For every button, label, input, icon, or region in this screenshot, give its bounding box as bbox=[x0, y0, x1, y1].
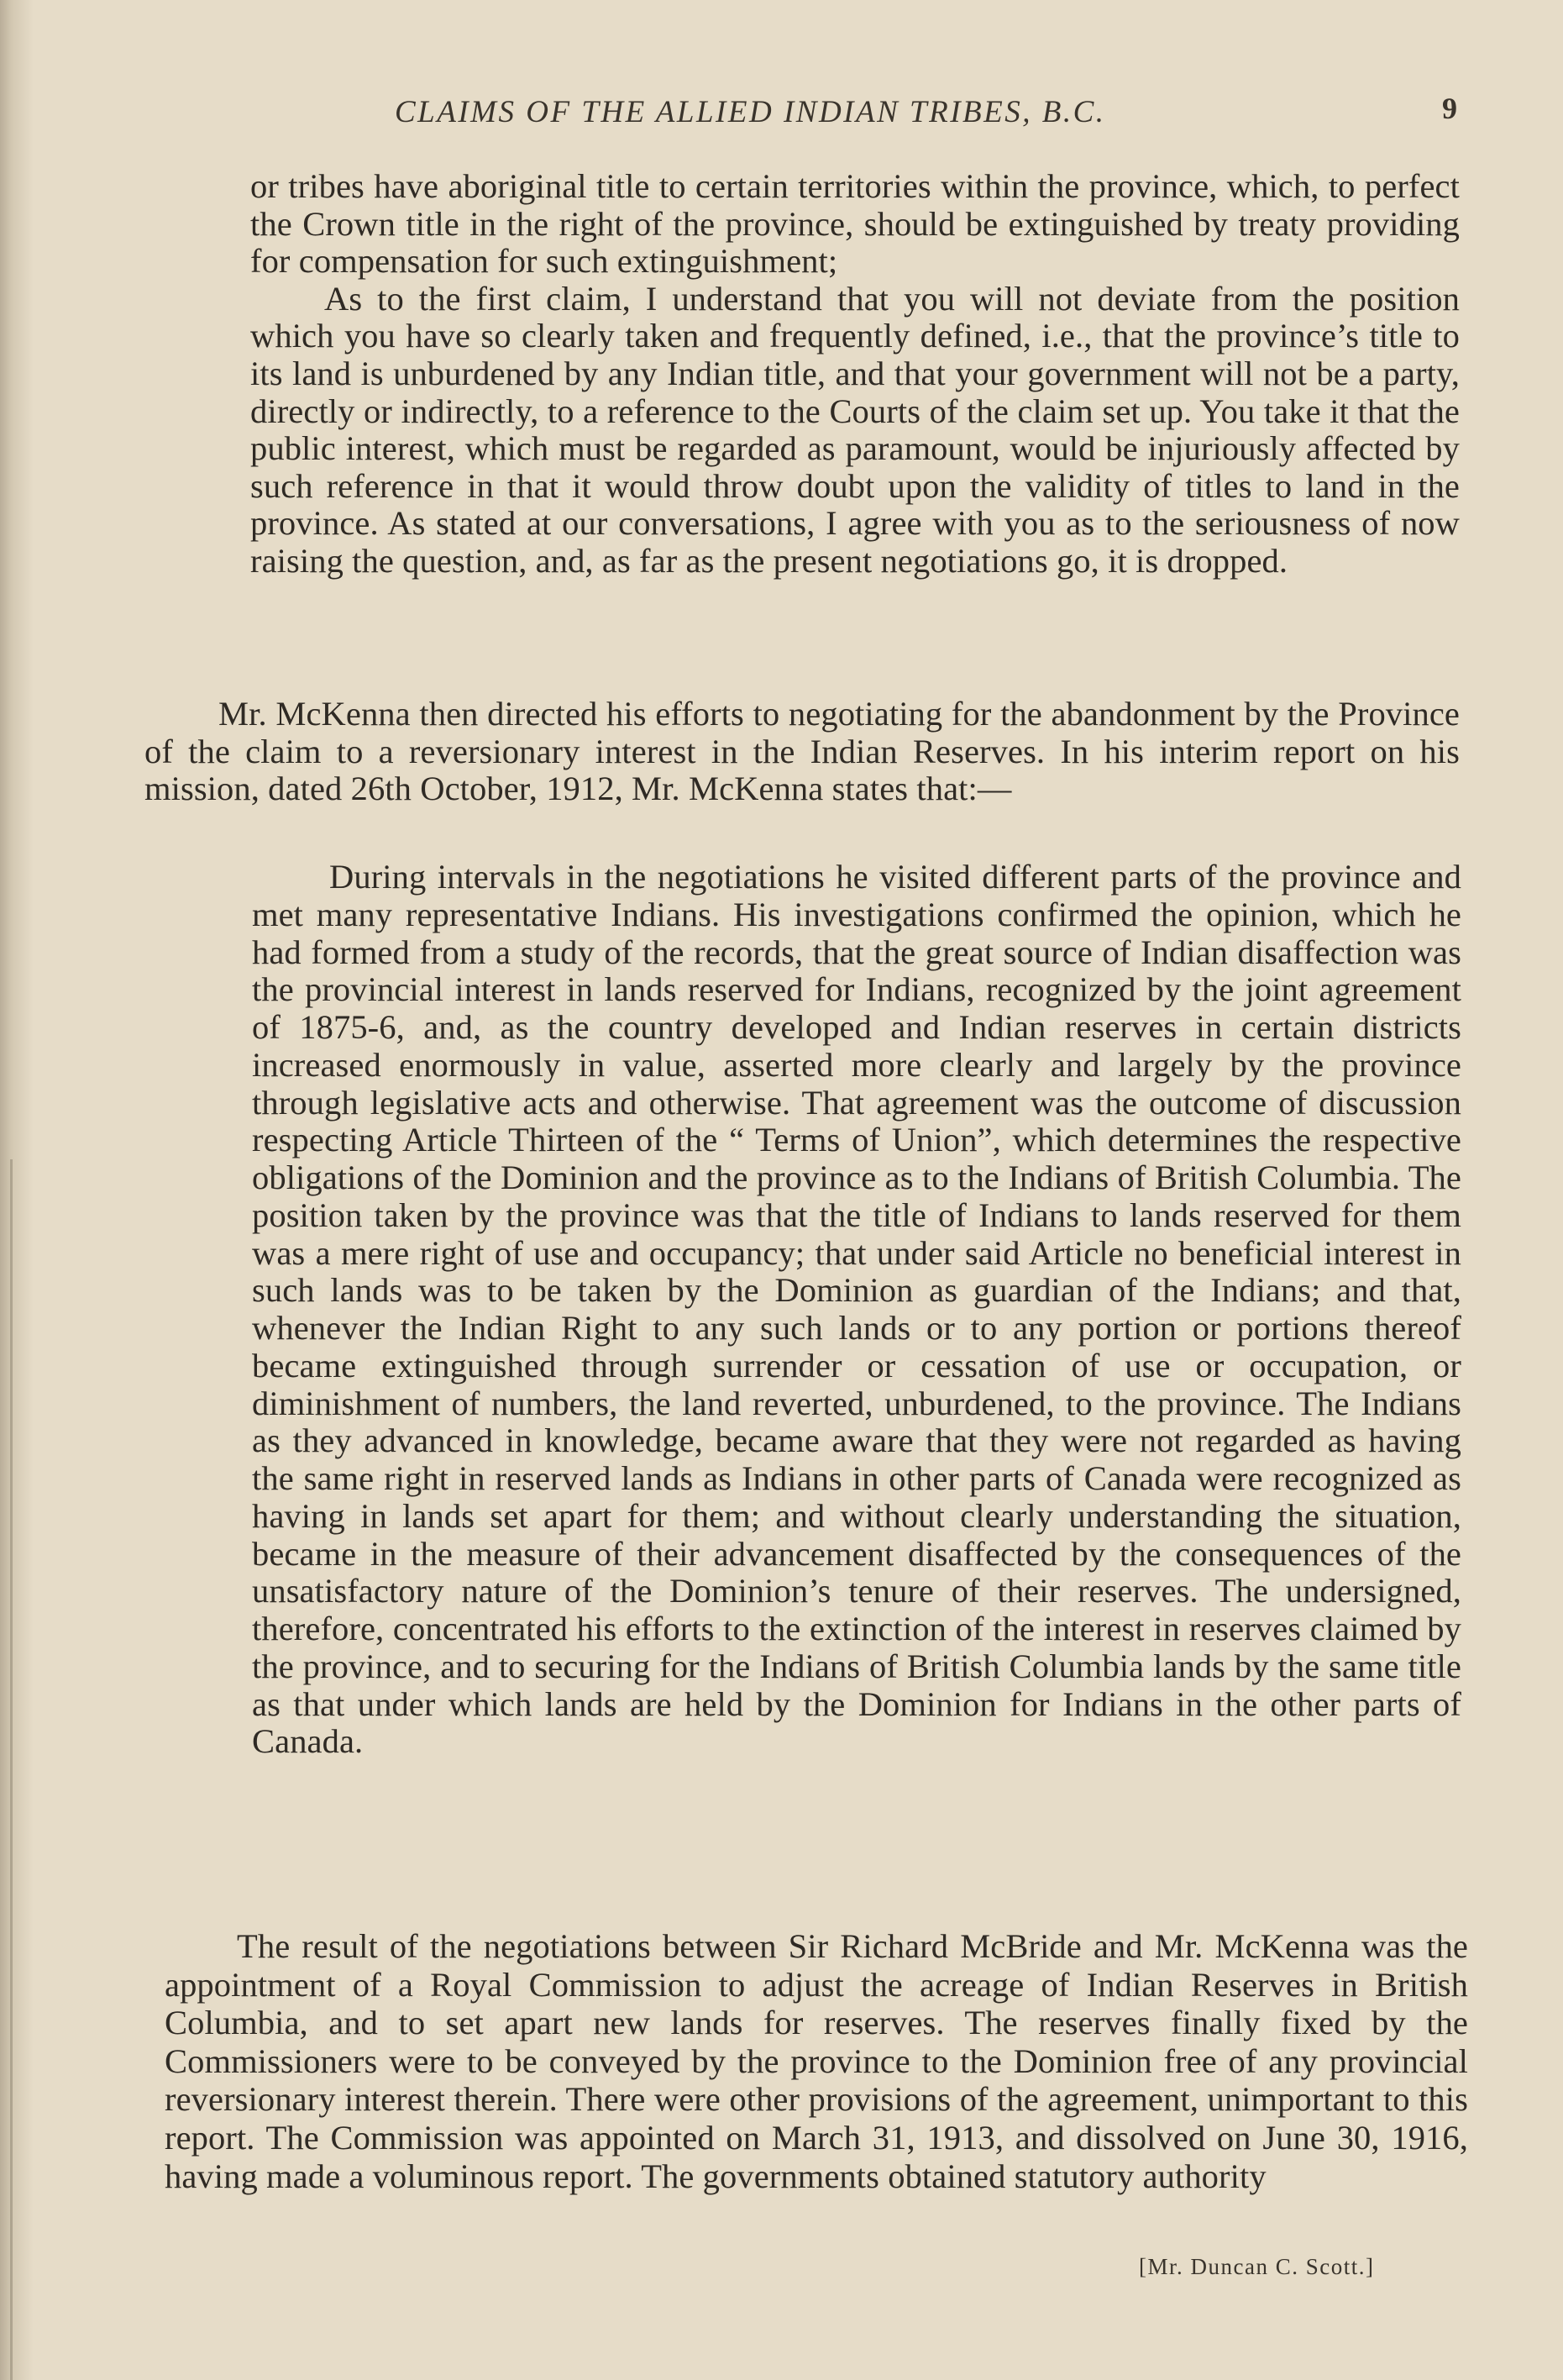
body-paragraph-2: The result of the negotiations between Sir Richard McBride and Mr. McKenna was the appointment of a Royal Commission to adjust the acreage of Indian Reserves in British Columbia, and to set apart new lands for reserves. The reserves finally fixed by the Commissioners were to be conveyed by the province to the Dominion free of any provincial reversionary interest therein. There were other provisions of the agreement, unimportant to this report. The Commission was appointed on March 31, 1913, and dissolved on June 30, 1916, having made a voluminous report. The governments obtained statutory authority bbox=[165, 1927, 1468, 2195]
body-paragraph-1: Mr. McKenna then directed his efforts to negotiating for the abandonment by the Province of the claim to a reversionary interest in the Indian Reserves. In his interim report on his mission, dated 26th October, 1912, Mr. McKenna states that:— bbox=[144, 695, 1460, 808]
binding-line bbox=[10, 1159, 13, 2380]
page-number: 9 bbox=[1442, 92, 1457, 125]
quoted-letter-excerpt bbox=[250, 168, 1460, 581]
speaker-note: [Mr. Duncan C. Scott.] bbox=[1139, 2254, 1375, 2279]
running-title: CLAIMS OF THE ALLIED INDIAN TRIBES, B.C. bbox=[395, 95, 1106, 129]
quote-paragraph-1: or tribes have aboriginal title to certain territories within the province, which, to perfect the Crown title in the right of the province, should be extinguished by treaty providing for compensation for such extinguishment; bbox=[250, 167, 1460, 281]
quoted-report-excerpt: During intervals in the negotiations he visited different parts of the province and met many representative Indians. His investigations confirmed the opinion, which he had formed from a study of the records, that the great source of Indian disaffection was the provincial interest in lands reserved for Indians, recognized by the joint agreement of 1875-6, and, as the country developed and Indian reserves in certain districts increased enormously in value, asserted more clearly and largely by the province through legislative acts and otherwise. That agreement was the outcome of discussion respecting Article Thirteen of the “ Terms of Union”, which determines the respective obligations of the Dominion and the province as to the Indians of British Columbia. The position taken by the province was that the title of Indians to lands reserved for them was a mere right of use and occupancy; that under said Article no beneficial interest in such lands was to be taken by the Dominion as guardian of the Indians; and that, whenever the Indian Right to any such lands or to any portion or portions thereof became extinguished through surrender or cessation of use or occupation, or diminishment of numbers, the land reverted, unburdened, to the province. The Indians as they advanced in knowledge, became aware that they were not regarded as having the same right in reserved lands as Indians in other parts of Canada were recognized as having in lands set apart for them; and without clearly understanding the situation, became in the measure of their advancement disaffected by the consequences of the unsatisfactory nature of the Dominion’s tenure of their reserves. The undersigned, therefore, concentrated his efforts to the extinction of the interest in reserves claimed by the province, and to securing for the Indians of British Columbia lands by the same title as that under which lands are held by the Dominion for Indians in the other parts of Canada. bbox=[252, 858, 1461, 1761]
quote-paragraph-2: As to the first claim, I understand that you will not deviate from the position which you have so clearly taken and frequently defined, i.e., that the province’s title to its land is unburdened by any Indian title, and that your government will not be a party, directly or indirectly, to a reference to the Courts of the claim set up. You take it that the public interest, which must be regarded as paramount, would be injuriously affected by such reference in that it would throw doubt upon the validity of titles to land in the province. As stated at our conversations, I agree with you as to the seriousness of now raising the question, and, as far as the present negotiations go, it is dropped. bbox=[250, 279, 1460, 580]
page-edge-shadow bbox=[0, 0, 34, 2380]
